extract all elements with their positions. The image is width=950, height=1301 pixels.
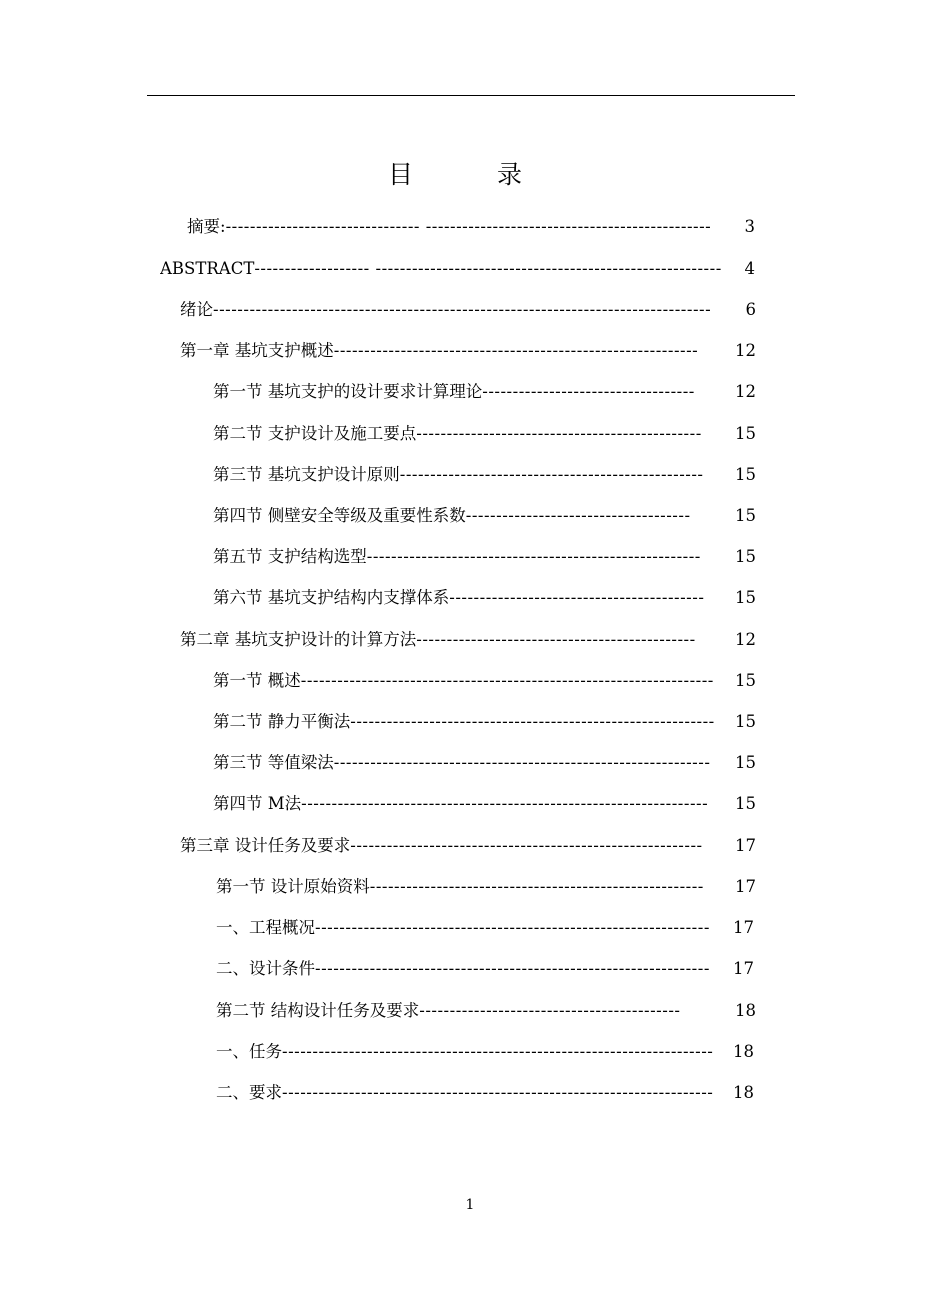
toc-leader-dots: -----------------------------------	[482, 382, 695, 401]
toc-entry[interactable]	[213, 506, 756, 526]
toc-leader-dots: -------------------------------------------------------------------	[301, 794, 709, 813]
page-title: 目 录	[388, 160, 560, 189]
toc-entry[interactable]	[180, 630, 756, 650]
toc-entry[interactable]	[213, 382, 756, 402]
toc-leader-dots: -------------------------------------------------------	[369, 877, 704, 896]
toc-page-number: 15	[735, 465, 756, 484]
toc-entry-label: ABSTRACT	[160, 259, 255, 278]
toc-leader-dots: -------------------------------------------	[419, 1001, 681, 1020]
toc-leader-dots: -------------------------------------	[465, 506, 691, 525]
toc-entry[interactable]	[216, 1042, 754, 1062]
toc-entry-label: 第五节 支护结构选型	[213, 547, 367, 566]
toc-page-number: 15	[735, 794, 756, 813]
toc-leader-dots: --------------------------------------------------------------------	[300, 671, 714, 690]
toc-entry[interactable]	[213, 671, 756, 691]
toc-leader-dots: ------------------------------------------------------------	[333, 341, 699, 360]
toc-page-number: 12	[735, 341, 756, 360]
toc-entry-label: 第二节 静力平衡法	[213, 712, 351, 731]
toc-entry-label: 二、要求	[216, 1083, 282, 1102]
toc-entry[interactable]	[187, 217, 755, 237]
toc-entry[interactable]	[213, 588, 756, 608]
toc-page-number: 4	[744, 259, 755, 278]
toc-page-number: 17	[735, 836, 756, 855]
toc-leader-dots: --------------------------------------------------------------	[333, 753, 711, 772]
toc-entry-label: 绪论	[180, 300, 213, 319]
toc-leader-dots: ------------------------------------------	[449, 588, 705, 607]
toc-page-number: 17	[735, 877, 756, 896]
toc-entry-label: 第一节 基坑支护的设计要求计算理论	[213, 382, 483, 401]
toc-entry-label: 第六节 基坑支护结构内支撑体系	[213, 588, 450, 607]
toc-page-number: 6	[745, 300, 756, 319]
toc-entry-label: 二、设计条件	[216, 959, 315, 978]
toc-entry-label: 第二节 支护设计及施工要点	[213, 424, 417, 443]
toc-page-number: 3	[744, 217, 755, 236]
toc-entry-label: 第一节 概述	[213, 671, 301, 690]
toc-entry[interactable]	[180, 341, 756, 361]
toc-leader-dots: --------------------------------------------------	[399, 465, 704, 484]
toc-leader-dots: ------------------- ---------------------------------------------------------	[254, 259, 722, 278]
toc-entry[interactable]	[160, 259, 755, 279]
toc-entry[interactable]	[213, 753, 756, 773]
toc-leader-dots: -------------------------------------------------------	[366, 547, 701, 566]
toc-page-number: 18	[733, 1042, 754, 1061]
toc-entry[interactable]	[213, 794, 756, 814]
toc-page-number: 15	[735, 588, 756, 607]
toc-page-number: 15	[735, 753, 756, 772]
toc-entry-label: 摘要:	[187, 217, 226, 236]
toc-entry[interactable]	[216, 1001, 756, 1021]
toc-entry[interactable]	[180, 836, 756, 856]
toc-entry[interactable]	[216, 918, 754, 938]
toc-page-number: 12	[735, 630, 756, 649]
toc-entry[interactable]	[180, 300, 756, 320]
toc-page-number: 15	[735, 547, 756, 566]
toc-leader-dots: -----------------------------------------------	[416, 424, 702, 443]
toc-entry[interactable]	[213, 712, 756, 732]
toc-entry-label: 一、工程概况	[216, 918, 315, 937]
toc-entry[interactable]	[213, 465, 756, 485]
toc-page-number: 17	[733, 959, 754, 978]
toc-entry-label: 第二章 基坑支护设计的计算方法	[180, 630, 417, 649]
toc-leader-dots: -------------------------------- -----------------------------------------------	[225, 217, 712, 236]
toc-leader-dots: -----------------------------------------------------------------------	[282, 1042, 714, 1061]
toc-page-number: 15	[735, 424, 756, 443]
toc-leader-dots: -----------------------------------------------------------------	[315, 918, 710, 937]
page-number-footer: 1	[465, 1197, 475, 1213]
toc-page-number: 18	[733, 1083, 754, 1102]
toc-leader-dots: -----------------------------------------------------------------	[315, 959, 710, 978]
toc-page-number: 15	[735, 506, 756, 525]
toc-leader-dots: -----------------------------------------------------------------------	[282, 1083, 714, 1102]
toc-entry-label: 第一章 基坑支护概述	[180, 341, 334, 360]
toc-page-number: 12	[735, 382, 756, 401]
toc-entry-label: 第三节 等值梁法	[213, 753, 334, 772]
toc-entry-label: 第四节 M法	[213, 794, 302, 813]
toc-leader-dots: ----------------------------------------------------------	[350, 836, 703, 855]
toc-entry[interactable]	[216, 1083, 754, 1103]
toc-entry-label: 第二节 结构设计任务及要求	[216, 1001, 420, 1020]
toc-page-number: 17	[733, 918, 754, 937]
toc-entry[interactable]	[216, 959, 754, 979]
toc-page-number: 15	[735, 671, 756, 690]
toc-entry-label: 第一节 设计原始资料	[216, 877, 370, 896]
toc-leader-dots: ----------------------------------------------------------------------------------	[213, 300, 712, 319]
toc-leader-dots: ------------------------------------------------------------	[350, 712, 715, 731]
toc-entry[interactable]	[213, 424, 756, 444]
toc-entry-label: 第三节 基坑支护设计原则	[213, 465, 400, 484]
toc-entry-label: 第三章 设计任务及要求	[180, 836, 351, 855]
toc-leader-dots: ----------------------------------------------	[416, 630, 696, 649]
toc-entry-label: 一、任务	[216, 1042, 282, 1061]
toc-entry[interactable]	[213, 547, 756, 567]
toc-entry[interactable]	[216, 877, 756, 897]
toc-page-number: 15	[735, 712, 756, 731]
toc-page-number: 18	[735, 1001, 756, 1020]
toc-entry-label: 第四节 侧壁安全等级及重要性系数	[213, 506, 466, 525]
